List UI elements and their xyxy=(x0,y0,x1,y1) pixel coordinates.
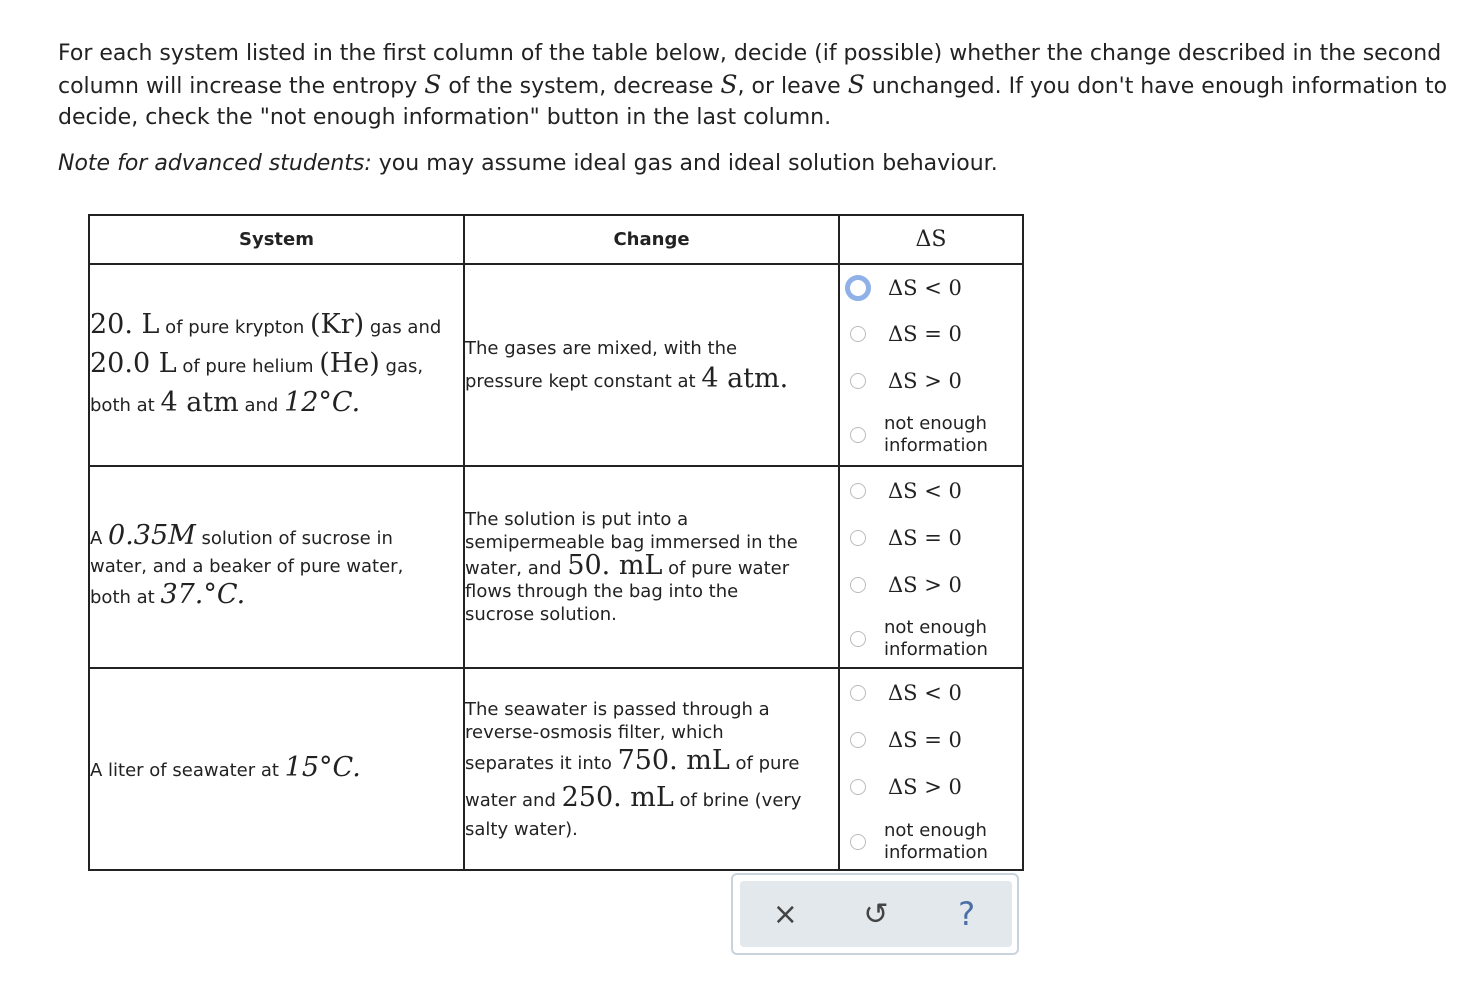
option-ds-gt-0[interactable]: ΔS > 0 xyxy=(850,573,962,597)
instructions xyxy=(58,38,1463,133)
option-not-enough-info[interactable]: not enough information xyxy=(850,413,988,457)
answer-options-row-3 xyxy=(839,668,1023,870)
answer-options-row-1 xyxy=(839,264,1023,466)
radio-button[interactable] xyxy=(850,732,866,748)
radio-button[interactable] xyxy=(850,779,866,795)
radio-button[interactable] xyxy=(850,834,866,850)
toolbar-inner xyxy=(740,881,1012,947)
note xyxy=(58,148,998,179)
change-cell: The solution is put into a semipermeable bag immersed in the water, and 50. mL of pure water flows through the bag into the sucrose solution. xyxy=(464,466,839,668)
system-cell: A liter of seawater at 15°C. xyxy=(89,668,464,870)
header-delta-s: ΔS xyxy=(839,215,1023,264)
entropy-symbol: S xyxy=(720,70,738,99)
radio-button[interactable] xyxy=(850,631,866,647)
radio-button[interactable] xyxy=(850,483,866,499)
option-not-enough-info[interactable]: not enough information xyxy=(850,820,988,864)
clear-icon[interactable]: × xyxy=(772,896,798,932)
radio-button[interactable] xyxy=(850,373,866,389)
table-row xyxy=(89,466,1023,668)
option-ds-gt-0[interactable]: ΔS > 0 xyxy=(850,775,962,799)
entropy-table xyxy=(88,214,1024,871)
answer-toolbar xyxy=(731,873,1019,955)
answer-options-row-2 xyxy=(839,466,1023,668)
instructions-text-1: For each system listed in the first column of the table below, decide (if possible) whether the change described in the second column will increase the entropy xyxy=(58,41,1442,99)
option-not-enough-info[interactable]: not enough information xyxy=(850,617,988,661)
option-ds-eq-0[interactable]: ΔS = 0 xyxy=(850,728,962,752)
option-ds-eq-0[interactable]: ΔS = 0 xyxy=(850,322,962,346)
system-cell: A 0.35M solution of sucrose in water, and a beaker of pure water, both at 37.°C. xyxy=(89,466,464,668)
radio-button[interactable] xyxy=(850,326,866,342)
option-ds-gt-0[interactable]: ΔS > 0 xyxy=(850,369,962,393)
entropy-symbol: S xyxy=(424,70,442,99)
option-ds-lt-0[interactable]: ΔS < 0 xyxy=(850,479,962,503)
option-ds-lt-0[interactable]: ΔS < 0 xyxy=(850,681,962,705)
radio-button[interactable] xyxy=(850,577,866,593)
undo-icon[interactable]: ↺ xyxy=(863,896,889,932)
instructions-text-2: of the system, decrease xyxy=(448,74,714,99)
radio-button[interactable] xyxy=(850,530,866,546)
header-system: System xyxy=(89,215,464,264)
system-cell: 20. L of pure krypton (Kr) gas and 20.0 L of pure helium (He) gas, both at 4 atm and 12°C. xyxy=(89,264,464,466)
option-ds-eq-0[interactable]: ΔS = 0 xyxy=(850,526,962,550)
option-ds-lt-0[interactable]: ΔS < 0 xyxy=(850,275,962,301)
header-change: Change xyxy=(464,215,839,264)
radio-button-selected[interactable] xyxy=(845,275,871,301)
radio-button[interactable] xyxy=(850,685,866,701)
instructions-text-3: , or leave xyxy=(737,74,841,99)
note-text: you may assume ideal gas and ideal solution behaviour. xyxy=(371,151,998,176)
table-row xyxy=(89,668,1023,870)
note-label: Note for advanced students: xyxy=(58,151,372,176)
change-cell: The gases are mixed, with the pressure kept constant at 4 atm. xyxy=(464,264,839,466)
table-row xyxy=(89,264,1023,466)
entropy-symbol: S xyxy=(847,70,865,99)
help-icon[interactable]: ? xyxy=(958,895,976,933)
radio-button[interactable] xyxy=(850,427,866,443)
instructions-text-4: unchanged. If you don't have enough information to decide, check the "not enough information" button in the last column. xyxy=(58,74,1448,130)
change-cell: The seawater is passed through a reverse-osmosis filter, which separates it into 750. mL of pure water and 250. mL of brine (very salty water). xyxy=(464,668,839,870)
